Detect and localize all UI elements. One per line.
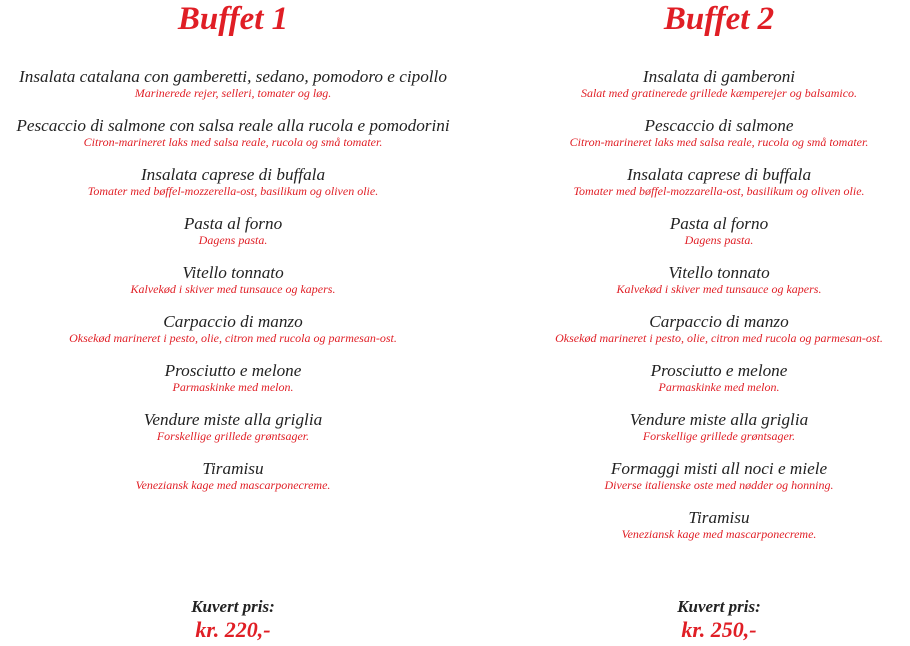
menu-item-description: Diverse italienske oste med nødder og honning. bbox=[604, 478, 834, 492]
menu-item-name: Pasta al forno bbox=[183, 214, 283, 233]
menu-item-description: Tomater med bøffel-mozzarella-ost, basilikum og oliven olie. bbox=[573, 184, 865, 198]
menu-item bbox=[0, 410, 468, 459]
menu-item-description: Kalvekød i skiver med tunsauce og kapers. bbox=[616, 282, 822, 296]
menu-item-name: Vitello tonnato bbox=[182, 263, 284, 282]
menu-item-description: Kalvekød i skiver med tunsauce og kapers. bbox=[130, 282, 336, 296]
menu-item bbox=[484, 410, 910, 459]
menu-item-name: Insalata di gamberoni bbox=[642, 67, 796, 86]
menu-item bbox=[484, 165, 910, 214]
menu-item bbox=[484, 508, 910, 557]
menu-item bbox=[0, 116, 468, 165]
menu-item-name: Vendure miste alla griglia bbox=[629, 410, 809, 429]
menu-item bbox=[484, 459, 910, 508]
menu-item-description: Forskellige grillede grøntsager. bbox=[156, 429, 310, 443]
menu-item-name: Prosciutto e melone bbox=[164, 361, 302, 380]
menu-item bbox=[0, 459, 468, 508]
menu-item-name: Prosciutto e melone bbox=[650, 361, 788, 380]
menu-item-description: Parmaskinke med melon. bbox=[658, 380, 780, 394]
menu-item bbox=[484, 263, 910, 312]
menu-item-description: Veneziansk kage med mascarponecreme. bbox=[135, 478, 331, 492]
menu-item bbox=[484, 312, 910, 361]
price-label: Kuvert pris: bbox=[191, 597, 275, 616]
menu-item-description: Dagens pasta. bbox=[198, 233, 268, 247]
menu-item bbox=[484, 361, 910, 410]
menu-item-name: Pescaccio di salmone con salsa reale alla rucola e pomodorini bbox=[16, 116, 450, 135]
buffet-1-title: Buffet 1 bbox=[177, 1, 289, 37]
menu-item-name: Pescaccio di salmone bbox=[644, 116, 794, 135]
menu-item-name: Insalata catalana con gamberetti, sedano, pomodoro e cipollo bbox=[19, 67, 447, 86]
menu-item-description: Veneziansk kage med mascarponecreme. bbox=[621, 527, 817, 541]
menu-item bbox=[0, 67, 468, 116]
menu-item-name: Pasta al forno bbox=[669, 214, 769, 233]
menu-item-name: Insalata caprese di buffala bbox=[140, 165, 326, 184]
menu-item-description: Oksekød marineret i pesto, olie, citron med rucola og parmesan-ost. bbox=[69, 331, 397, 345]
menu-item-name: Vendure miste alla griglia bbox=[143, 410, 323, 429]
menu-item bbox=[0, 312, 468, 361]
menu-item bbox=[0, 361, 468, 410]
menu-item bbox=[484, 67, 910, 116]
menu-item bbox=[484, 214, 910, 263]
menu-item bbox=[484, 116, 910, 165]
buffet-2-menu bbox=[484, 67, 910, 557]
buffet-1-menu bbox=[0, 67, 468, 508]
price-label: Kuvert pris: bbox=[677, 597, 761, 616]
menu-item-description: Citron-marineret laks med salsa reale, rucola og små tomater. bbox=[569, 135, 869, 149]
menu-item-description: Citron-marineret laks med salsa reale, rucola og små tomater. bbox=[83, 135, 383, 149]
menu-item bbox=[0, 214, 468, 263]
menu-item bbox=[0, 263, 468, 312]
menu-item-name: Carpaccio di manzo bbox=[649, 312, 789, 331]
menu-item-name: Insalata caprese di buffala bbox=[626, 165, 812, 184]
menu-item-name: Vitello tonnato bbox=[668, 263, 770, 282]
menu-item-description: Marinerede rejer, selleri, tomater og løg. bbox=[134, 86, 332, 100]
menu-item-description: Oksekød marineret i pesto, olie, citron med rucola og parmesan-ost. bbox=[555, 331, 883, 345]
buffet-1-price bbox=[0, 597, 468, 643]
menu-item-description: Tomater med bøffel-mozzerella-ost, basilikum og oliven olie. bbox=[87, 184, 379, 198]
menu-item-description: Forskellige grillede grøntsager. bbox=[642, 429, 796, 443]
buffet-2-title: Buffet 2 bbox=[663, 1, 775, 37]
price-value: kr. 220,- bbox=[195, 617, 271, 642]
menu-item-name: Carpaccio di manzo bbox=[163, 312, 303, 331]
menu-item-description: Parmaskinke med melon. bbox=[172, 380, 294, 394]
menu-item-name: Tiramisu bbox=[688, 508, 750, 527]
menu-item-description: Dagens pasta. bbox=[684, 233, 754, 247]
price-value: kr. 250,- bbox=[681, 617, 757, 642]
buffet-2-price bbox=[484, 597, 910, 643]
menu-item-name: Tiramisu bbox=[202, 459, 264, 478]
menu-item bbox=[0, 165, 468, 214]
menu-item-description: Salat med gratinerede grillede kæmperejer og balsamico. bbox=[580, 86, 858, 100]
menu-item-name: Formaggi misti all noci e miele bbox=[610, 459, 828, 478]
